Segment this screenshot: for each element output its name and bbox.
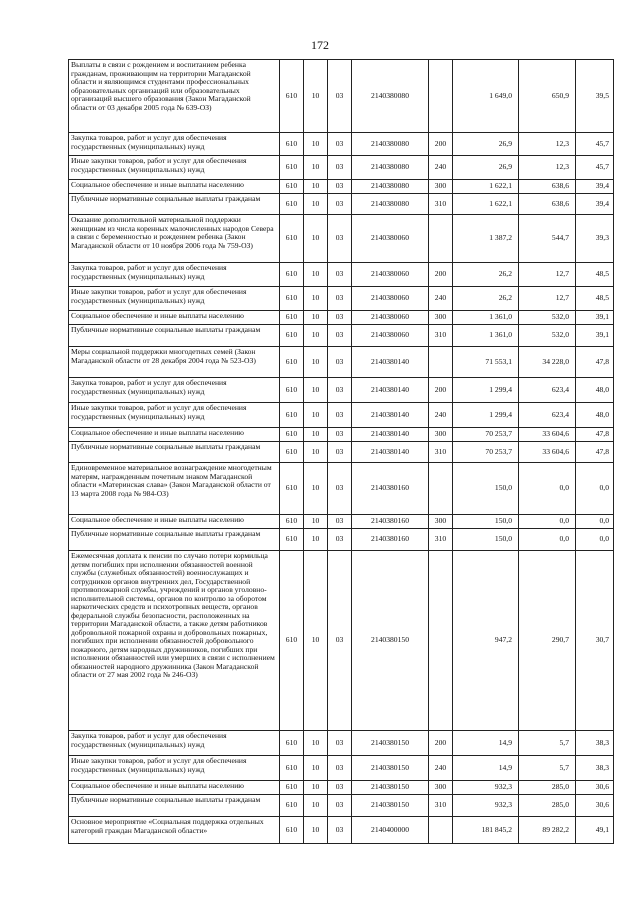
row-name: Иные закупки товаров, работ и услуг для обеспечения государственных (муниципальных) нужд <box>69 287 280 311</box>
row-section-code: 10 <box>304 156 328 180</box>
row-expense-type: 310 <box>429 194 453 215</box>
row-subsection-code: 03 <box>328 428 352 442</box>
row-subsection-code: 03 <box>328 781 352 795</box>
row-percent: 0,0 <box>576 463 614 515</box>
row-subsection-code: 03 <box>328 817 352 844</box>
row-actual-amount: 285,0 <box>519 795 576 817</box>
row-expense-type <box>429 817 453 844</box>
row-ministry-code: 610 <box>280 403 304 428</box>
row-percent: 39,5 <box>576 60 614 133</box>
row-name: Выплаты в связи с рождением и воспитанием ребенка гражданам, проживающим на территории Магаданской области и являющимся студентами профессиональных образовательных организаций или образовательных организаций высшего образования (Закон Магаданской области от 03 декабря 2005 года № 639-ОЗ) <box>69 60 280 133</box>
row-name: Социальное обеспечение и иные выплаты населению <box>69 180 280 194</box>
table-row <box>69 133 614 156</box>
row-expense-type: 200 <box>429 133 453 156</box>
row-ministry-code: 610 <box>280 731 304 756</box>
row-subsection-code: 03 <box>328 215 352 263</box>
row-actual-amount: 623,4 <box>519 403 576 428</box>
row-name: Закупка товаров, работ и услуг для обеспечения государственных (муниципальных) нужд <box>69 731 280 756</box>
row-name: Иные закупки товаров, работ и услуг для обеспечения государственных (муниципальных) нужд <box>69 156 280 180</box>
row-percent: 39,1 <box>576 311 614 325</box>
row-section-code: 10 <box>304 180 328 194</box>
row-ministry-code: 610 <box>280 156 304 180</box>
row-target-code: 2140380150 <box>352 795 429 817</box>
row-name: Единовременное материальное вознаграждение многодетным матерям, награжденным почетным знаком Магаданской области «Материнская слава» (Закон Магаданской области от 13 марта 2008 года № 984-ОЗ) <box>69 463 280 515</box>
table-row <box>69 263 614 287</box>
row-name: Оказание дополнительной материальной поддержки женщинам из числа коренных малочисленных народов Севера в связи с беременностью и рождением ребенка (Закон Магаданской области от 10 ноября 2006 года № 759-ОЗ) <box>69 215 280 263</box>
row-planned-amount: 26,9 <box>453 133 519 156</box>
row-actual-amount: 33 604,6 <box>519 442 576 463</box>
row-ministry-code: 610 <box>280 781 304 795</box>
row-actual-amount: 544,7 <box>519 215 576 263</box>
row-target-code: 2140380080 <box>352 194 429 215</box>
row-expense-type: 310 <box>429 529 453 551</box>
row-section-code: 10 <box>304 463 328 515</box>
row-percent: 45,7 <box>576 133 614 156</box>
row-subsection-code: 03 <box>328 325 352 347</box>
row-actual-amount: 33 604,6 <box>519 428 576 442</box>
row-target-code: 2140380060 <box>352 311 429 325</box>
row-section-code: 10 <box>304 817 328 844</box>
row-ministry-code: 610 <box>280 795 304 817</box>
table-row <box>69 781 614 795</box>
row-actual-amount: 34 228,0 <box>519 347 576 378</box>
row-name: Социальное обеспечение и иные выплаты населению <box>69 515 280 529</box>
row-ministry-code: 610 <box>280 263 304 287</box>
row-planned-amount: 14,9 <box>453 731 519 756</box>
row-expense-type <box>429 60 453 133</box>
table-row <box>69 515 614 529</box>
row-name: Публичные нормативные социальные выплаты гражданам <box>69 325 280 347</box>
row-expense-type: 240 <box>429 403 453 428</box>
row-name: Публичные нормативные социальные выплаты гражданам <box>69 795 280 817</box>
table-row <box>69 287 614 311</box>
row-section-code: 10 <box>304 781 328 795</box>
row-name: Ежемесячная доплата к пенсии по случаю потери кормильца детям погибших при исполнении обязанностей военной службы (служебных обязанностей) военнослужащих и сотрудников органов внутренних дел, Государственной противопожарной службы, учреждений и органов уголовно-исполнительной системы, органов по контролю за оборотом наркотических средств и психотропных веществ, органов федеральной службы безопасности, расположенных на территории Магаданской области, а также детям работников добровольной пожарной охраны и добровольных пожарных, погибших при исполнении обязанностей добровольного пожарного, детям народных дружинников, погибших при исполнении обязанностей или умерших в связи с исполнением обязанностей народного дружинника (Закон Магаданской области от 27 мая 2002 года № 246-ОЗ) <box>69 551 280 731</box>
row-expense-type <box>429 551 453 731</box>
row-ministry-code: 610 <box>280 756 304 781</box>
row-section-code: 10 <box>304 551 328 731</box>
row-section-code: 10 <box>304 515 328 529</box>
row-name: Публичные нормативные социальные выплаты гражданам <box>69 442 280 463</box>
row-target-code: 2140380060 <box>352 325 429 347</box>
row-target-code: 2140380160 <box>352 515 429 529</box>
row-actual-amount: 12,7 <box>519 287 576 311</box>
row-actual-amount: 0,0 <box>519 529 576 551</box>
row-ministry-code: 610 <box>280 378 304 403</box>
row-subsection-code: 03 <box>328 60 352 133</box>
row-planned-amount: 150,0 <box>453 529 519 551</box>
row-expense-type: 200 <box>429 378 453 403</box>
row-percent: 38,3 <box>576 731 614 756</box>
row-ministry-code: 610 <box>280 60 304 133</box>
row-subsection-code: 03 <box>328 347 352 378</box>
row-target-code: 2140380150 <box>352 551 429 731</box>
row-subsection-code: 03 <box>328 756 352 781</box>
table-row <box>69 817 614 844</box>
row-planned-amount: 150,0 <box>453 463 519 515</box>
row-subsection-code: 03 <box>328 463 352 515</box>
budget-table <box>68 59 614 844</box>
row-target-code: 2140380150 <box>352 756 429 781</box>
row-percent: 30,7 <box>576 551 614 731</box>
row-actual-amount: 12,7 <box>519 263 576 287</box>
row-percent: 47,8 <box>576 347 614 378</box>
row-planned-amount: 1 299,4 <box>453 378 519 403</box>
row-section-code: 10 <box>304 428 328 442</box>
row-ministry-code: 610 <box>280 428 304 442</box>
row-planned-amount: 1 361,0 <box>453 311 519 325</box>
row-percent: 39,1 <box>576 325 614 347</box>
row-subsection-code: 03 <box>328 795 352 817</box>
table-row <box>69 325 614 347</box>
row-name: Социальное обеспечение и иные выплаты населению <box>69 428 280 442</box>
row-target-code: 2140380060 <box>352 215 429 263</box>
row-subsection-code: 03 <box>328 529 352 551</box>
row-percent: 47,8 <box>576 442 614 463</box>
row-name: Основное мероприятие «Социальная поддержка отдельных категорий граждан Магаданской области» <box>69 817 280 844</box>
row-section-code: 10 <box>304 378 328 403</box>
row-ministry-code: 610 <box>280 325 304 347</box>
row-expense-type: 300 <box>429 781 453 795</box>
row-expense-type: 300 <box>429 311 453 325</box>
row-target-code: 2140380140 <box>352 403 429 428</box>
row-subsection-code: 03 <box>328 180 352 194</box>
table-row <box>69 156 614 180</box>
row-actual-amount: 285,0 <box>519 781 576 795</box>
table-row <box>69 442 614 463</box>
table-row <box>69 529 614 551</box>
row-percent: 47,8 <box>576 428 614 442</box>
row-section-code: 10 <box>304 731 328 756</box>
row-percent: 39,3 <box>576 215 614 263</box>
page-number: 172 <box>311 38 329 52</box>
row-planned-amount: 71 553,1 <box>453 347 519 378</box>
row-percent: 39,4 <box>576 194 614 215</box>
row-target-code: 2140380080 <box>352 156 429 180</box>
row-target-code: 2140380060 <box>352 287 429 311</box>
row-target-code: 2140380080 <box>352 60 429 133</box>
row-subsection-code: 03 <box>328 442 352 463</box>
row-name: Закупка товаров, работ и услуг для обеспечения государственных (муниципальных) нужд <box>69 133 280 156</box>
row-target-code: 2140380060 <box>352 263 429 287</box>
row-expense-type <box>429 347 453 378</box>
row-section-code: 10 <box>304 403 328 428</box>
row-percent: 45,7 <box>576 156 614 180</box>
row-name: Социальное обеспечение и иные выплаты населению <box>69 781 280 795</box>
row-name: Меры социальной поддержки многодетных семей (Закон Магаданской области от 28 декабря 2004 года № 523-ОЗ) <box>69 347 280 378</box>
row-subsection-code: 03 <box>328 287 352 311</box>
row-target-code: 2140380150 <box>352 781 429 795</box>
row-section-code: 10 <box>304 347 328 378</box>
row-expense-type: 200 <box>429 731 453 756</box>
row-ministry-code: 610 <box>280 194 304 215</box>
row-actual-amount: 0,0 <box>519 515 576 529</box>
row-ministry-code: 610 <box>280 529 304 551</box>
row-name: Иные закупки товаров, работ и услуг для обеспечения государственных (муниципальных) нужд <box>69 403 280 428</box>
row-actual-amount: 650,9 <box>519 60 576 133</box>
row-planned-amount: 70 253,7 <box>453 442 519 463</box>
row-planned-amount: 932,3 <box>453 781 519 795</box>
row-actual-amount: 638,6 <box>519 180 576 194</box>
row-planned-amount: 70 253,7 <box>453 428 519 442</box>
row-target-code: 2140380080 <box>352 180 429 194</box>
row-section-code: 10 <box>304 311 328 325</box>
row-expense-type: 240 <box>429 756 453 781</box>
row-subsection-code: 03 <box>328 311 352 325</box>
row-expense-type: 300 <box>429 515 453 529</box>
row-planned-amount: 26,9 <box>453 156 519 180</box>
row-planned-amount: 181 845,2 <box>453 817 519 844</box>
row-target-code: 2140380140 <box>352 378 429 403</box>
row-actual-amount: 290,7 <box>519 551 576 731</box>
table-row <box>69 347 614 378</box>
row-ministry-code: 610 <box>280 817 304 844</box>
row-section-code: 10 <box>304 529 328 551</box>
table-row <box>69 311 614 325</box>
row-percent: 48,5 <box>576 287 614 311</box>
table-row <box>69 378 614 403</box>
row-planned-amount: 1 387,2 <box>453 215 519 263</box>
row-expense-type: 240 <box>429 287 453 311</box>
row-actual-amount: 638,6 <box>519 194 576 215</box>
row-expense-type: 310 <box>429 325 453 347</box>
row-percent: 48,0 <box>576 403 614 428</box>
row-ministry-code: 610 <box>280 551 304 731</box>
table-row <box>69 180 614 194</box>
row-actual-amount: 532,0 <box>519 311 576 325</box>
row-planned-amount: 932,3 <box>453 795 519 817</box>
row-expense-type: 310 <box>429 442 453 463</box>
row-ministry-code: 610 <box>280 287 304 311</box>
row-subsection-code: 03 <box>328 156 352 180</box>
row-percent: 39,4 <box>576 180 614 194</box>
row-actual-amount: 5,7 <box>519 756 576 781</box>
row-ministry-code: 610 <box>280 347 304 378</box>
table-row <box>69 463 614 515</box>
row-subsection-code: 03 <box>328 515 352 529</box>
row-planned-amount: 26,2 <box>453 263 519 287</box>
row-expense-type: 300 <box>429 180 453 194</box>
row-planned-amount: 1 361,0 <box>453 325 519 347</box>
row-name: Закупка товаров, работ и услуг для обеспечения государственных (муниципальных) нужд <box>69 378 280 403</box>
row-target-code: 2140380160 <box>352 463 429 515</box>
row-section-code: 10 <box>304 287 328 311</box>
row-ministry-code: 610 <box>280 215 304 263</box>
row-ministry-code: 610 <box>280 463 304 515</box>
row-planned-amount: 1 622,1 <box>453 194 519 215</box>
row-planned-amount: 14,9 <box>453 756 519 781</box>
row-section-code: 10 <box>304 325 328 347</box>
row-target-code: 2140400000 <box>352 817 429 844</box>
row-expense-type <box>429 215 453 263</box>
row-planned-amount: 947,2 <box>453 551 519 731</box>
row-subsection-code: 03 <box>328 551 352 731</box>
row-ministry-code: 610 <box>280 515 304 529</box>
row-planned-amount: 1 299,4 <box>453 403 519 428</box>
row-name: Иные закупки товаров, работ и услуг для обеспечения государственных (муниципальных) нужд <box>69 756 280 781</box>
row-percent: 49,1 <box>576 817 614 844</box>
row-section-code: 10 <box>304 756 328 781</box>
table-row <box>69 194 614 215</box>
table-row <box>69 403 614 428</box>
row-subsection-code: 03 <box>328 194 352 215</box>
row-expense-type <box>429 463 453 515</box>
table-row <box>69 731 614 756</box>
row-section-code: 10 <box>304 795 328 817</box>
row-section-code: 10 <box>304 194 328 215</box>
row-actual-amount: 532,0 <box>519 325 576 347</box>
row-target-code: 2140380140 <box>352 428 429 442</box>
row-planned-amount: 26,2 <box>453 287 519 311</box>
row-subsection-code: 03 <box>328 731 352 756</box>
row-name: Публичные нормативные социальные выплаты гражданам <box>69 194 280 215</box>
table-row <box>69 428 614 442</box>
row-ministry-code: 610 <box>280 180 304 194</box>
row-section-code: 10 <box>304 215 328 263</box>
row-name: Закупка товаров, работ и услуг для обеспечения государственных (муниципальных) нужд <box>69 263 280 287</box>
row-planned-amount: 1 622,1 <box>453 180 519 194</box>
row-section-code: 10 <box>304 60 328 133</box>
table-row <box>69 215 614 263</box>
row-subsection-code: 03 <box>328 378 352 403</box>
table-row <box>69 60 614 133</box>
row-section-code: 10 <box>304 442 328 463</box>
row-ministry-code: 610 <box>280 311 304 325</box>
row-name: Социальное обеспечение и иные выплаты населению <box>69 311 280 325</box>
row-target-code: 2140380150 <box>352 731 429 756</box>
row-target-code: 2140380140 <box>352 442 429 463</box>
row-name: Публичные нормативные социальные выплаты гражданам <box>69 529 280 551</box>
row-planned-amount: 150,0 <box>453 515 519 529</box>
row-ministry-code: 610 <box>280 133 304 156</box>
row-actual-amount: 5,7 <box>519 731 576 756</box>
table-row <box>69 795 614 817</box>
row-actual-amount: 12,3 <box>519 133 576 156</box>
row-section-code: 10 <box>304 133 328 156</box>
row-percent: 38,3 <box>576 756 614 781</box>
row-ministry-code: 610 <box>280 442 304 463</box>
row-target-code: 2140380080 <box>352 133 429 156</box>
row-percent: 48,5 <box>576 263 614 287</box>
row-planned-amount: 1 649,0 <box>453 60 519 133</box>
row-subsection-code: 03 <box>328 133 352 156</box>
row-section-code: 10 <box>304 263 328 287</box>
row-percent: 48,0 <box>576 378 614 403</box>
row-expense-type: 300 <box>429 428 453 442</box>
row-expense-type: 240 <box>429 156 453 180</box>
table-row <box>69 756 614 781</box>
row-actual-amount: 623,4 <box>519 378 576 403</box>
row-subsection-code: 03 <box>328 403 352 428</box>
row-actual-amount: 12,3 <box>519 156 576 180</box>
table-row <box>69 551 614 731</box>
row-percent: 30,6 <box>576 795 614 817</box>
row-percent: 0,0 <box>576 515 614 529</box>
table-body <box>69 60 614 844</box>
row-subsection-code: 03 <box>328 263 352 287</box>
row-percent: 30,6 <box>576 781 614 795</box>
row-target-code: 2140380140 <box>352 347 429 378</box>
row-expense-type: 200 <box>429 263 453 287</box>
row-target-code: 2140380160 <box>352 529 429 551</box>
row-actual-amount: 0,0 <box>519 463 576 515</box>
row-percent: 0,0 <box>576 529 614 551</box>
row-actual-amount: 89 282,2 <box>519 817 576 844</box>
row-expense-type: 310 <box>429 795 453 817</box>
